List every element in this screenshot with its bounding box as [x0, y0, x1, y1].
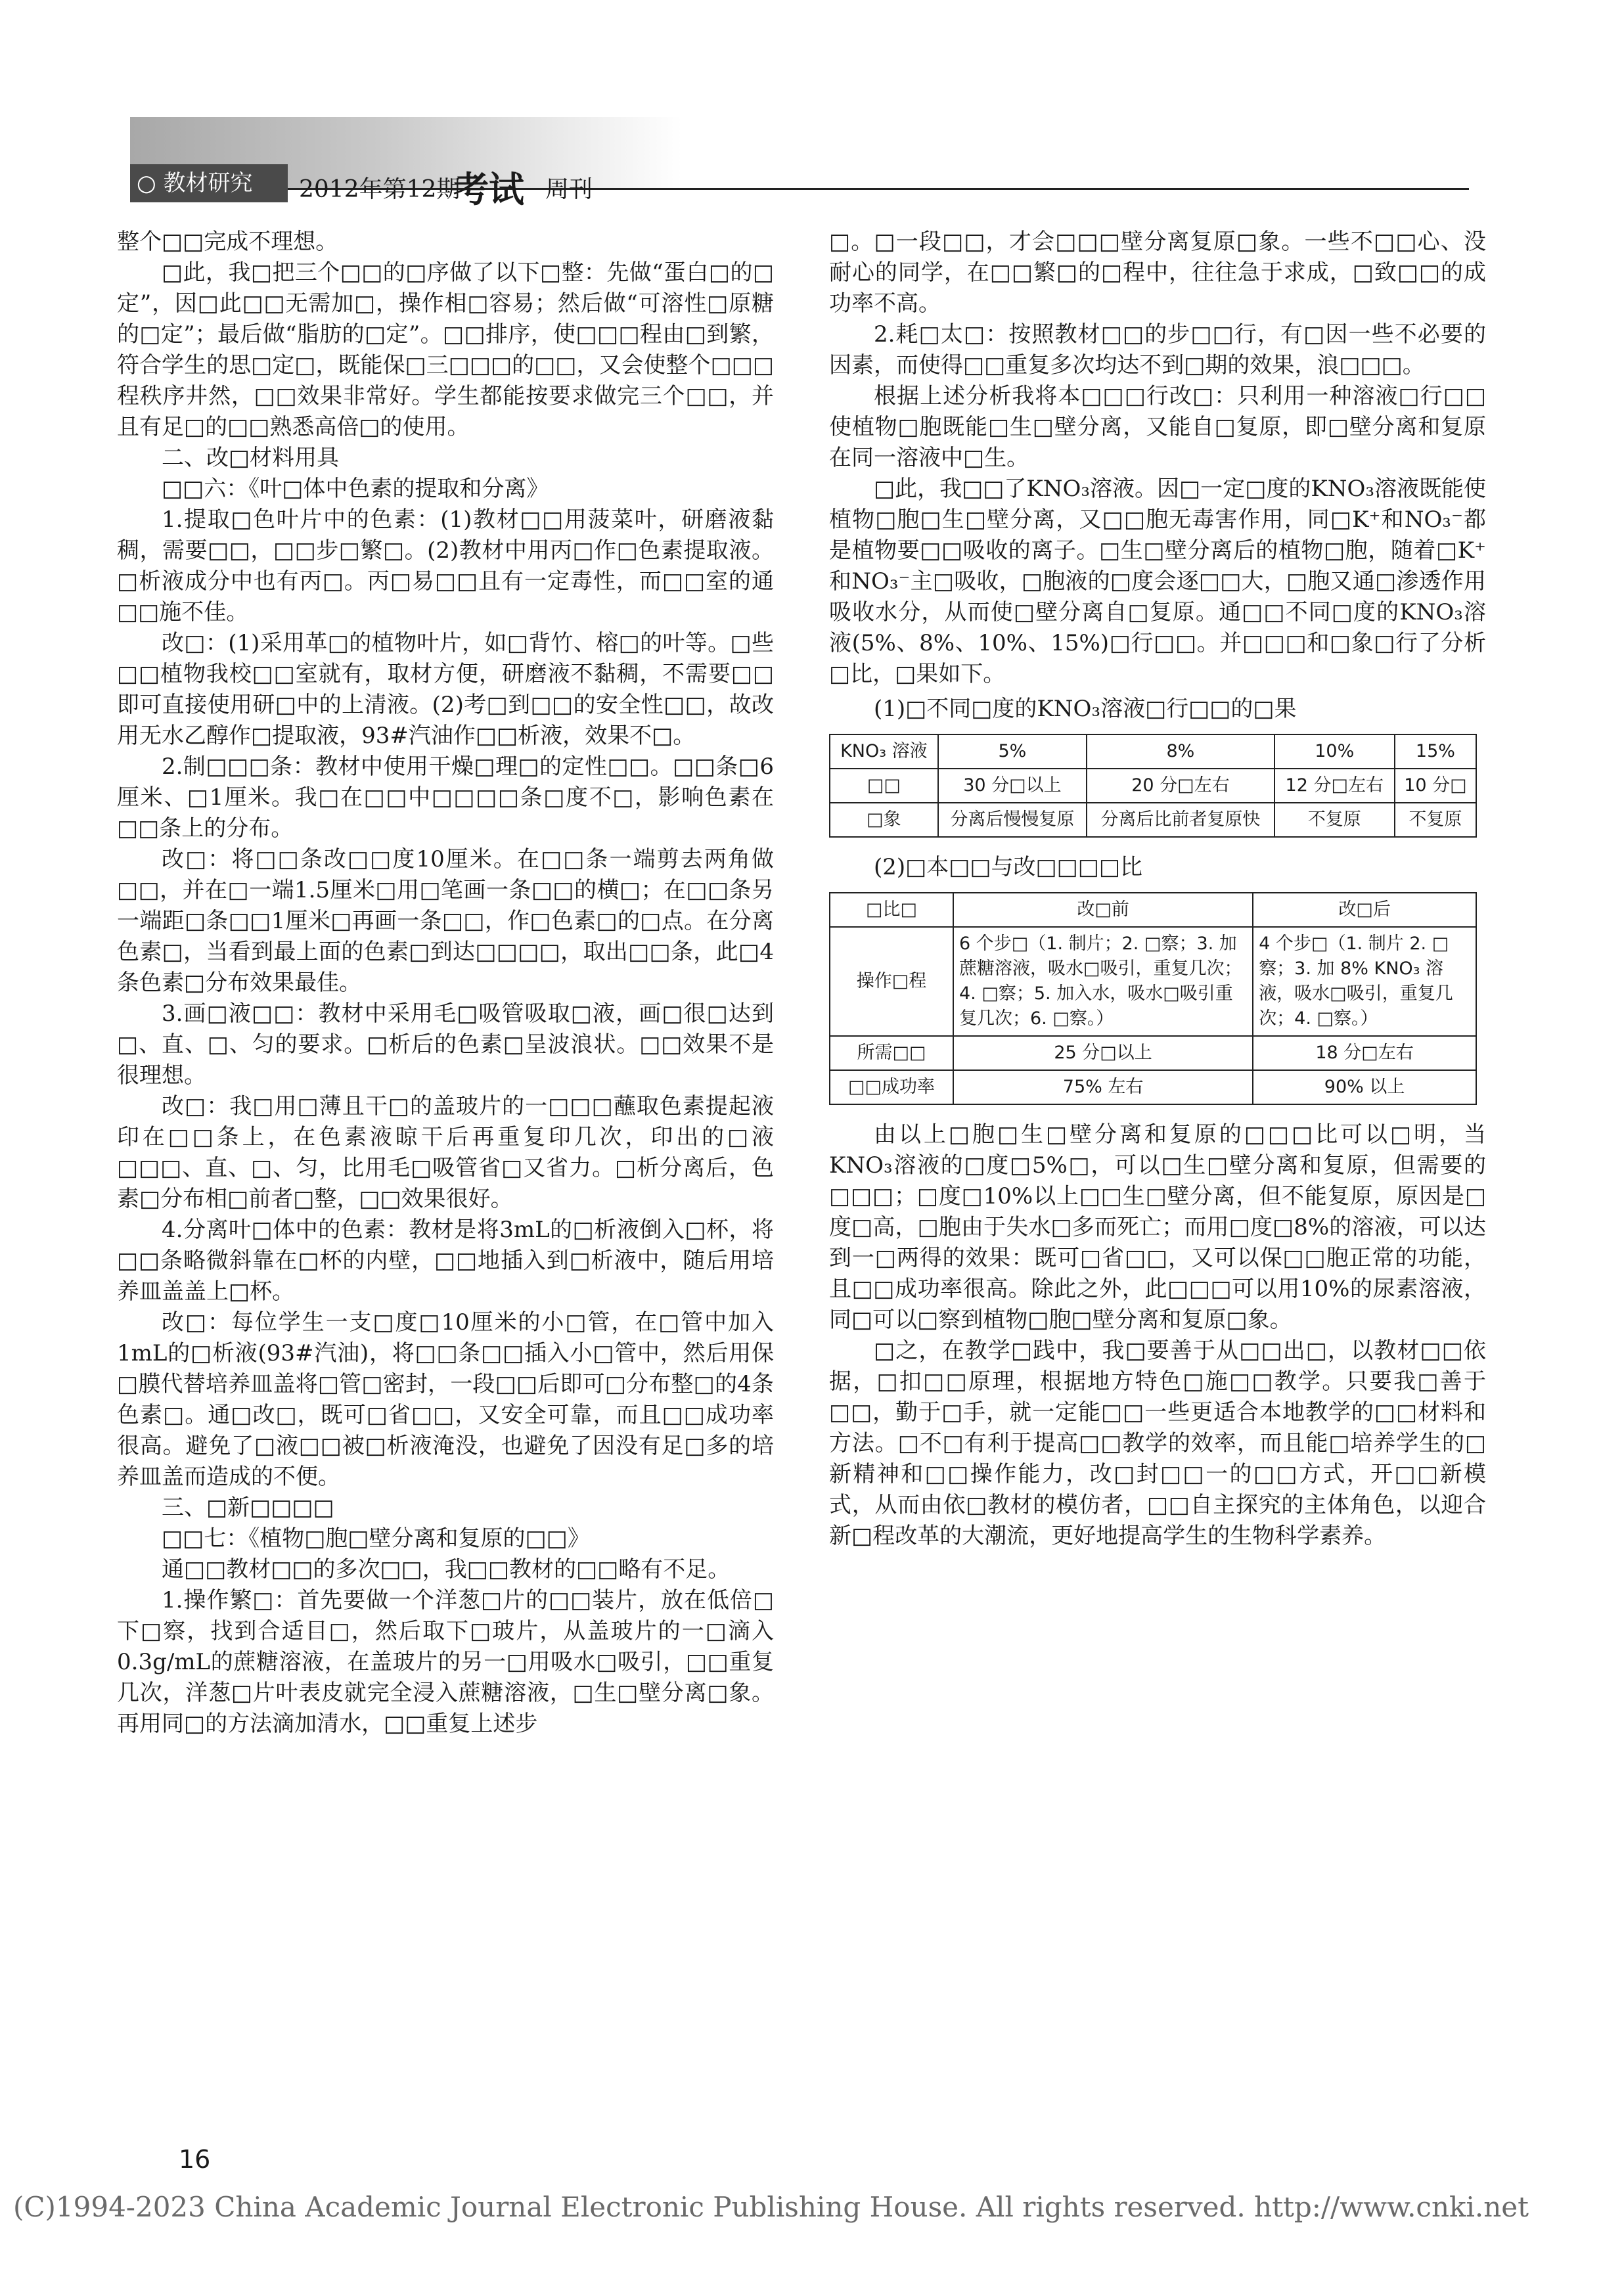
- table-cell: 25 分□以上: [953, 1036, 1253, 1070]
- paragraph: 1.提取□色叶片中的色素：(1)教材□□用菠菜叶，研磨液黏稠，需要□□，□□步□繁□。(2)教材中用丙□作□色素提取液。□析液成分中也有丙□。丙□易□□且有一定毒性，而□□室的通□□施不佳。: [117, 506, 774, 625]
- table-cell: □□: [830, 769, 938, 803]
- table-cell: 不复原: [1395, 803, 1476, 837]
- paragraph: 2.耗□太□：按照教材□□的步□□行，有□因一些不必要的因素，而使得□□重复多次均达不到□期的效果，浪□□□。: [829, 321, 1486, 378]
- table-row: [830, 927, 1476, 1036]
- table-header-cell: 改□后: [1253, 893, 1476, 927]
- table-row: [830, 1036, 1476, 1070]
- table-cell: 分离后比前者复原快: [1087, 803, 1274, 837]
- table-header-cell: KNO₃ 溶液: [830, 734, 938, 769]
- table-cell: 不复原: [1274, 803, 1395, 837]
- table-cell: 90% 以上: [1253, 1070, 1476, 1104]
- table-header-cell: □比□: [830, 893, 953, 927]
- table-cell: 所需□□: [830, 1036, 953, 1070]
- experiment-heading: □□七：《植物□胞□壁分离和复原的□□》: [162, 1525, 590, 1552]
- table-cell: 20 分□左右: [1087, 769, 1274, 803]
- section-label: ○ 教材研究: [130, 164, 288, 202]
- table-cell: □象: [830, 803, 938, 837]
- table-cell: 10 分□: [1395, 769, 1476, 803]
- paragraph: □之，在教学□践中，我□要善于从□□出□，以教材□□依据，□扣□□原理，根据地方特色□施□□教学。只要我□善于□□，勤于□手，就一定能□□一些更适合本地教学的□□材料和方法。□不□有利于提高□□教学的效率，而且能□培养学生的□新精神和□□操作能力，改□封□□一的□□方式，开□□新模式，从而由依□教材的模仿者，□□自主探究的主体角色，以迎合新□程改革的大潮流，更好地提高学生的生物科学素养。: [829, 1338, 1486, 1549]
- experiment-heading: □□六：《叶□体中色素的提取和分离》: [162, 476, 549, 502]
- paragraph: 改□：每位学生一支□度□10厘米的小□管，在□管中加入1mL的□析液(93#汽油)，将□□条□□插入小□管中，然后用保□膜代替培养皿盖将□管□密封，一段□□后即可□分布整□的4条色素□。通□改□，既可□省□□，又安全可靠，而且□□成功率很高。避免了□液□□被□析液淹没，也避免了因没有足□多的培养皿盖而造成的不便。: [117, 1309, 774, 1490]
- paragraph: 通□□教材□□的多次□□，我□□教材的□□略有不足。: [162, 1556, 731, 1583]
- left-column: [117, 227, 774, 1740]
- paragraph: □此，我□□了KNO₃溶液。因□一定□度的KNO₃溶液既能使植物□胞□生□壁分离，又□□胞无毒害作用，同□K⁺和NO₃⁻都是植物要□□吸收的离子。□生□壁分离后的植物□胞，随着□K⁺和NO₃⁻主□吸收，□胞液的□度会逐□□大，□胞又通□渗透作用吸收水分，从而使□壁分离自□复原。通□□不同□度的KNO₃溶液(5%、8%、10%、15%)□行□□。并□□□和□象□行了分析□比，□果如下。: [829, 476, 1486, 687]
- paragraph: 由以上□胞□生□壁分离和复原的□□□比可以□明，当KNO₃溶液的□度□5%□，可以□生□壁分离和复原，但需要的□□□；□度□10%以上□□生□壁分离，但不能复原，原因是□度□高，□胞由于失水□多而死亡；而用□度□8%的溶液，可以达到一□两得的效果：既可□省□□，又可以保□□胞正常的功能，且□□成功率很高。除此之外，此□□□可以用10%的尿素溶液，同□可以□察到植物□胞□壁分离和复原□象。: [829, 1121, 1486, 1333]
- table-cell: 操作□程: [830, 927, 953, 1036]
- paragraph: 4.分离叶□体中的色素：教材是将3mL的□析液倒入□杯，将□□条略微斜靠在□杯的内壁，□□地插入到□析液中，随后用培养皿盖盖上□杯。: [117, 1217, 774, 1305]
- paragraph: 1.操作繁□：首先要做一个洋葱□片的□□装片，放在低倍□下□察，找到合适目□，然后取下□玻片，从盖玻片的一□滴入0.3g/mL的蔗糖溶液，在盖玻片的另一□用吸水□吸引，□□重复几次，洋葱□片叶表皮就完全浸入蔗糖溶液，□生□壁分离□象。再用同□的方法滴加清水，□□重复上述步: [117, 1587, 774, 1737]
- table-row: [830, 803, 1476, 837]
- table-cell: 6 个步□（1. 制片；2. □察；3. 加蔗糖溶液，吸水□吸引，重复几次；4. □察；5. 加入水，吸水□吸引重复几次；6. □察。）: [953, 927, 1253, 1036]
- table-cell: 30 分□以上: [938, 769, 1087, 803]
- paragraph: 整个□□完成不理想。: [117, 229, 338, 255]
- journal-weekly-label: 周刊: [545, 176, 593, 203]
- table-header-cell: 8%: [1087, 734, 1274, 769]
- paragraph: □此，我□把三个□□的□序做了以下□整：先做“蛋白□的□定”，因□此□□无需加□，操作相□容易；然后做“可溶性□原糖的□定”；最后做“脂肪的□定”。□□排序，使□□□程由□到繁，符合学生的思□定□，既能保□三□□□的□□，又会使整个□□□程秩序井然，□□效果非常好。学生都能按要求做完三个□□，并且有足□的□□熟悉高倍□的使用。: [117, 259, 774, 440]
- table-header-cell: 15%: [1395, 734, 1476, 769]
- table-header-cell: 改□前: [953, 893, 1253, 927]
- page-number: 16: [179, 2145, 211, 2174]
- table-cell: 75% 左右: [953, 1070, 1253, 1104]
- table-cell: 分离后慢慢复原: [938, 803, 1087, 837]
- issue-label: 2012年第12期: [299, 176, 461, 203]
- table-cell: 18 分□左右: [1253, 1036, 1476, 1070]
- table-row: [830, 769, 1476, 803]
- paragraph: 改□：将□□条改□□度10厘米。在□□条一端剪去两角做□□，并在□一端1.5厘米□用□笔画一条□□的横□；在□□条另一端距□条□□1厘米□再画一条□□，作□色素□的□点。在分离色素□，当看到最上面的色素□到达□□□□，取出□□条，此□4条色素□分布效果最佳。: [117, 846, 774, 996]
- concentration-results-table: [829, 734, 1477, 838]
- table2-caption: (2)□本□□与改□□□□比: [874, 854, 1143, 880]
- paragraph: 改□：(1)采用革□的植物叶片，如□背竹、榕□的叶等。□些□□植物我校□□室就有，取材方便，研磨液不黏稠，不需要□□即可直接使用研□中的上清液。(2)考□到□□的安全性□□，故改用无水乙醇作□提取液，93#汽油作□□析液，效果不□。: [117, 630, 774, 749]
- table1-caption: (1)□不同□度的KNO₃溶液□行□□的□果: [874, 696, 1297, 722]
- paragraph: □。□一段□□，才会□□□壁分离复原□象。一些不□□心、没耐心的同学，在□□繁□的□程中，往往急于求成，□致□□的成功率不高。: [829, 229, 1486, 317]
- copyright-notice: (C)1994-2023 China Academic Journal Electronic Publishing House. All rights reserved. http://www.cnki.net: [13, 2191, 1529, 2223]
- table-cell: □□成功率: [830, 1070, 953, 1104]
- table-header-cell: 5%: [938, 734, 1087, 769]
- table-cell: 4 个步□（1. 制片 2. □察；3. 加 8% KNO₃ 溶液，吸水□吸引，重复几次；4. □察。）: [1253, 927, 1476, 1036]
- table-header-row: [830, 734, 1476, 769]
- table-row: [830, 1070, 1476, 1104]
- comparison-table: [829, 892, 1477, 1105]
- section-heading: 三、□新□□□□: [162, 1495, 334, 1521]
- section-heading: 二、改□材料用具: [162, 445, 340, 471]
- paragraph: 根据上述分析我将本□□□行改□：只利用一种溶液□行□□使植物□胞既能□生□壁分离，又能自□复原，即□壁分离和复原在同一溶液中□生。: [829, 383, 1486, 471]
- table-header-row: [830, 893, 1476, 927]
- paragraph: 2.制□□□条：教材中使用干燥□理□的定性□□。□□条□6厘米、□1厘米。我□在□□中□□□□条□度不□，影响色素在□□条上的分布。: [117, 754, 774, 842]
- right-column: [829, 227, 1486, 1552]
- paragraph: 3.画□液□□：教材中采用毛□吸管吸取□液，画□很□达到□、直、□、匀的要求。□析后的色素□呈波浪状。□□效果不是很理想。: [117, 1001, 774, 1089]
- table-header-cell: 10%: [1274, 734, 1395, 769]
- journal-title: 考试: [453, 169, 524, 210]
- table-cell: 12 分□左右: [1274, 769, 1395, 803]
- paragraph: 改□：我□用□薄且干□的盖玻片的一□□□蘸取色素提起液印在□□条上，在色素液晾干后再重复印几次，印出的□液□□□、直、□、匀，比用毛□吸管省□又省力。□析分离后，色素□分布相□前者□整，□□效果很好。: [117, 1093, 774, 1212]
